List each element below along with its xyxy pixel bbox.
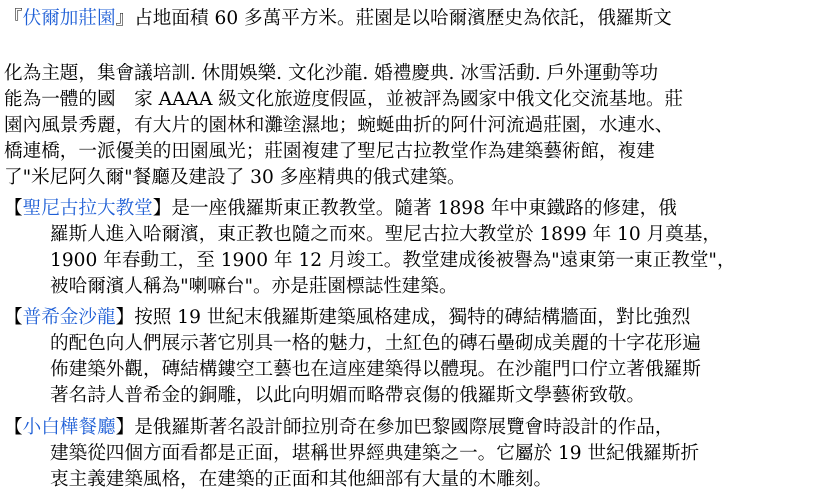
intro-line-4 xyxy=(4,113,826,139)
section-salon-line-1 xyxy=(4,305,826,331)
section-cathedral-line-2 xyxy=(4,222,826,248)
bracket-close: 】 xyxy=(115,417,135,438)
salon-text-1: 按照 19 世紀末俄羅斯建築風格建成，獨特的磚結構牆面，對比強烈 xyxy=(134,307,691,328)
intro-quote-open: 『 xyxy=(4,8,23,29)
cathedral-name-link[interactable]: 聖尼古拉大教堂 xyxy=(22,198,153,219)
intro-line-2 xyxy=(4,61,826,87)
bracket-close: 】 xyxy=(152,198,172,219)
cathedral-text-4: 被哈爾濱人稱為"喇嘛台"。亦是莊園標誌性建築。 xyxy=(50,276,458,297)
section-cathedral-line-1 xyxy=(4,196,826,222)
salon-text-4: 著名詩人普希金的銅雕，以此向明媚而略帶哀傷的俄羅斯文學藝術致敬。 xyxy=(50,385,646,406)
bracket-close: 】 xyxy=(115,307,135,328)
intro-text-4: 園內風景秀麗，有大片的園林和灘塗濕地；蜿蜒曲折的阿什河流過莊園，水連水、 xyxy=(4,115,674,136)
cathedral-text-3: 1900 年春動工，至 1900 年 12 月竣工。教堂建成後被譽為"遠東第一東正教堂"， xyxy=(50,250,736,271)
section-restaurant-line-3 xyxy=(4,467,826,493)
intro-text-3: 能為一體的國 家 AAAA 級文化旅遊度假區，並被評為國家中俄文化交流基地。莊 xyxy=(4,89,684,110)
salon-text-3: 佈建築外觀，磚結構鏤空工藝也在這座建築得以體現。在沙龍門口佇立著俄羅斯 xyxy=(50,359,701,380)
section-cathedral-line-3 xyxy=(4,248,826,274)
restaurant-text-1: 是俄羅斯著名設計師拉別奇在參加巴黎國際展覽會時設計的作品， xyxy=(134,417,674,438)
intro-line-5 xyxy=(4,139,826,165)
intro-line-1 xyxy=(4,6,826,32)
intro-name-link[interactable]: 伏爾加莊園 xyxy=(22,8,116,29)
section-salon-line-2 xyxy=(4,331,826,357)
intro-text-5: 橋連橋，一派優美的田園風光；莊園複建了聖尼古拉教堂作為建築藝術館，複建 xyxy=(4,141,655,162)
section-salon-line-3 xyxy=(4,357,826,383)
section-restaurant-line-2 xyxy=(4,441,826,467)
intro-line-3 xyxy=(4,87,826,113)
bracket-open: 【 xyxy=(4,417,23,438)
cathedral-text-1: 是一座俄羅斯東正教教堂。隨著 1898 年中東鐵路的修建，俄 xyxy=(171,198,677,219)
bracket-open: 【 xyxy=(4,307,23,328)
restaurant-text-3: 衷主義建築風格，在建築的正面和其他細部有大量的木雕刻。 xyxy=(50,469,553,490)
cathedral-text-2: 羅斯人進入哈爾濱，東正教也隨之而來。聖尼古拉大教堂於 1899 年 10 月奠基， xyxy=(50,224,722,245)
intro-line-6 xyxy=(4,165,826,191)
intro-text-2: 化為主題，集會議培訓. 休閒娛樂. 文化沙龍. 婚禮慶典. 冰雪活動. 戶外運動等功 xyxy=(4,63,659,84)
section-salon-line-4 xyxy=(4,383,826,409)
salon-name-link[interactable]: 普希金沙龍 xyxy=(22,307,116,328)
intro-text-6: 了"米尼阿久爾"餐廳及建設了 30 多座精典的俄式建築。 xyxy=(4,167,466,188)
restaurant-text-2: 建築從四個方面看都是正面，堪稱世界經典建築之一。它屬於 19 世紀俄羅斯折 xyxy=(50,443,700,464)
section-cathedral-line-4 xyxy=(4,274,826,300)
restaurant-name-link[interactable]: 小白樺餐廳 xyxy=(22,417,116,438)
salon-text-2: 的配色向人們展示著它別具一格的魅力，土紅色的磚石壘砌成美麗的十字花形遍 xyxy=(50,333,701,354)
section-restaurant-line-1 xyxy=(4,415,826,441)
intro-quote-close: 』 xyxy=(115,8,135,29)
bracket-open: 【 xyxy=(4,198,23,219)
intro-text-1: 占地面積 60 多萬平方米。莊園是以哈爾濱歷史為依託，俄羅斯文 xyxy=(134,8,672,29)
